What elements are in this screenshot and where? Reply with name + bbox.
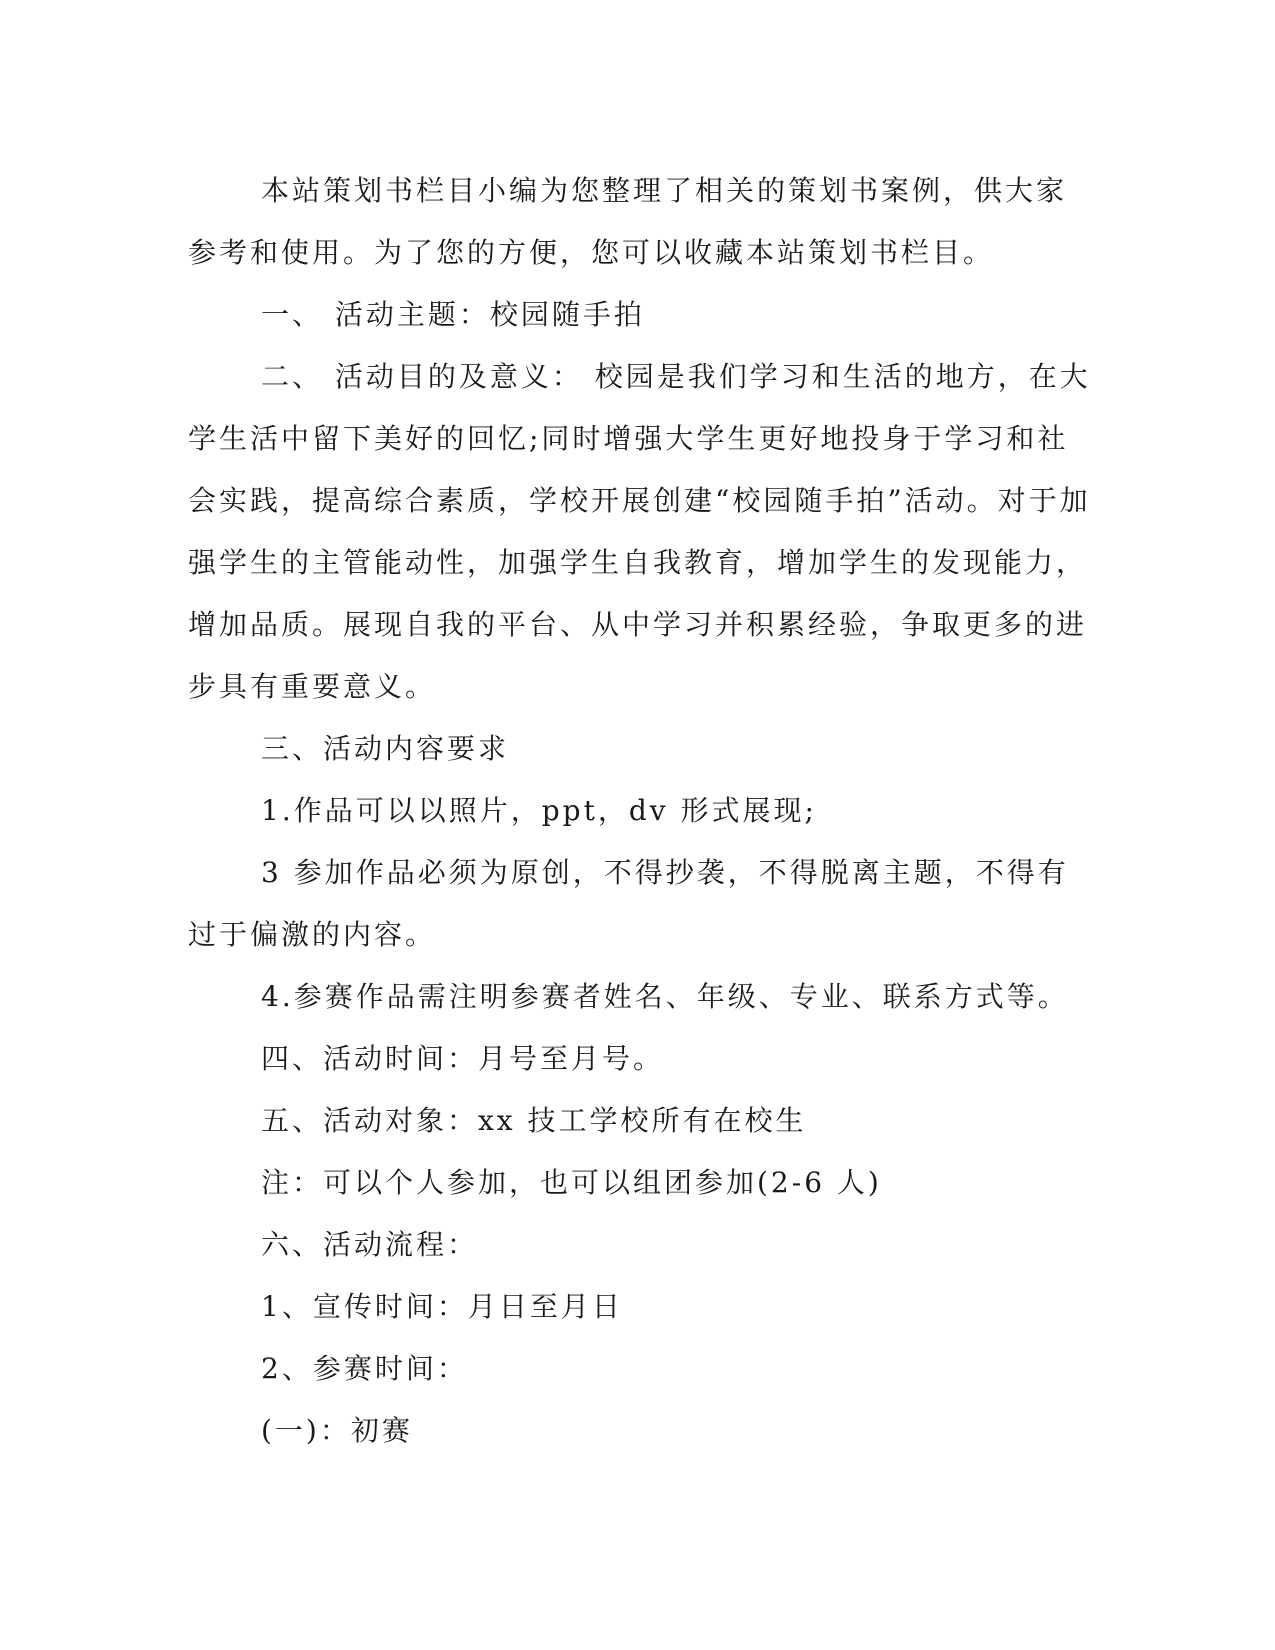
activity-time: 四、活动时间：月号至月号。 — [261, 1042, 665, 1075]
intro-paragraph: 本站策划书栏目小编为您整理了相关的策划书案例，供大家参考和使用。为了您的方便，您可以收藏本站策划书栏目。 — [188, 174, 1068, 269]
document-body — [188, 160, 1093, 1462]
activity-participants: 五、活动对象：xx 技工学校所有在校生 — [261, 1104, 807, 1137]
content-requirements-heading: 三、活动内容要求 — [261, 732, 510, 765]
requirement-item-1: 1.作品可以以照片，ppt，dv 形式展现; — [261, 794, 817, 827]
activity-process-heading: 六、活动流程： — [261, 1228, 479, 1261]
activity-purpose: 二、 活动目的及意义： 校园是我们学习和生活的地方，在大学生活中留下美好的回忆;同时增强大学生更好地投身于学习和社会实践，提高综合素质，学校开展创建“校园随手拍”活动。对于加强学生的主管能动性，加强学生自我教育，增加学生的发现能力，增加品质。展现自我的平台、从中学习并积累经验，争取更多的进步具有重要意义。 — [188, 360, 1091, 703]
preliminary-round: (一)：初赛 — [261, 1414, 413, 1447]
activity-theme: 一、 活动主题：校园随手拍 — [261, 298, 645, 331]
process-step-publicity: 1、宣传时间：月日至月日 — [261, 1290, 623, 1323]
requirement-item-4: 4.参赛作品需注明参赛者姓名、年级、专业、联系方式等。 — [261, 980, 1069, 1013]
requirement-item-3: 3 参加作品必须为原创，不得抄袭，不得脱离主题，不得有过于偏激的内容。 — [188, 856, 1069, 951]
participation-note: 注：可以个人参加，也可以组团参加(2-6 人) — [261, 1166, 882, 1199]
process-step-competition: 2、参赛时间： — [261, 1352, 468, 1385]
